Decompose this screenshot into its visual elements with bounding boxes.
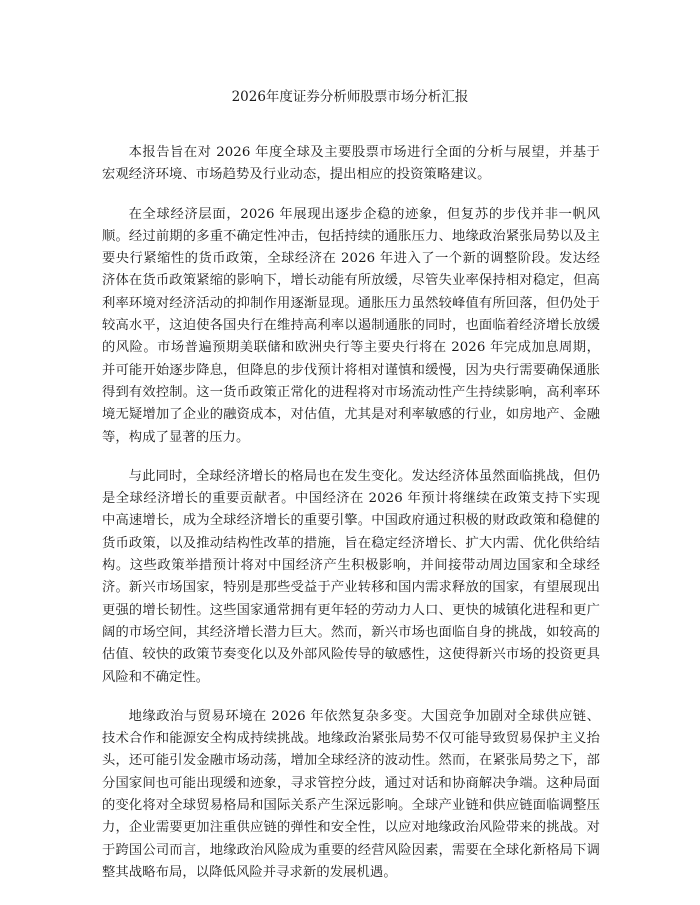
paragraph-intro: 本报告旨在对 2026 年度全球及主要股票市场进行全面的分析与展望，并基于宏观经济环境、市场趋势及行业动态，提出相应的投资策略建议。 [102,145,600,183]
paragraph-global-economy: 在全球经济层面，2026 年展现出逐步企稳的迹象，但复苏的步伐并非一帆风顺。经过前期的多重不确定性冲击，包括持续的通胀压力、地缘政治紧张局势以及主要央行紧缩性的货币政策，全球经济在 2026 年进入了一个新的调整阶段。发达经济体在货币政策紧缩的影响下，增长动能有所放缓，尽管失业率保持相对稳定，但高利率环境对经济活动的抑制作用逐渐显现。通胀压力虽然较峰值有所回落，但仍处于较高水平，这迫使各国央行在维持高利率以遏制通胀的同时，也面临着经济增长放缓的风险。市场普遍预期美联储和欧洲央行等主要央行将在 2026 年完成加息周期，并可能开始逐步降息，但降息的步伐预计将相对谨慎和缓慢，因为央行需要确保通胀得到有效控制。这一货币政策正常化的进程将对市场流动性产生持续影响，高利率环境无疑增加了企业的融资成本，对估值，尤其是对利率敏感的行业，如房地产、金融等，构成了显著的压力。 [102,206,600,445]
document-title: 2026年度证券分析师股票市场分析汇报 [231,89,469,105]
paragraph-geopolitics: 地缘政治与贸易环境在 2026 年依然复杂多变。大国竞争加剧对全球供应链、技术合作和能源安全构成持续挑战。地缘政治紧张局势不仅可能导致贸易保护主义抬头，还可能引发金融市场动荡，增加全球经济的波动性。然而，在紧张局势之下，部分国家间也可能出现缓和迹象，寻求管控分歧，通过对话和协商解决争端。这种局面的变化将对全球贸易格局和国际关系产生深远影响。全球产业链和供应链面临调整压力，企业需要更加注重供应链的弹性和安全性，以应对地缘政治风险带来的挑战。对于跨国公司而言，地缘政治风险成为重要的经营风险因素，需要在全球化新格局下调整其战略布局，以降低风险并寻求新的发展机遇。 [102,708,600,880]
paragraph-growth-pattern: 与此同时，全球经济增长的格局也在发生变化。发达经济体虽然面临挑战，但仍是全球经济增长的重要贡献者。中国经济在 2026 年预计将继续在政策支持下实现中高速增长，成为全球经济增长的重要引擎。中国政府通过积极的财政政策和稳健的货币政策，以及推动结构性改革的措施，旨在稳定经济增长、扩大内需、优化供给结构。这些政策举措预计将对中国经济产生积极影响，并间接带动周边国家和全球经济。新兴市场国家，特别是那些受益于产业转移和国内需求释放的国家，有望展现出更强的增长韧性。这些国家通常拥有更年轻的劳动力人口、更快的城镇化进程和更广阔的市场空间，其经济增长潜力巨大。然而，新兴市场也面临自身的挑战，如较高的估值、较快的政策节奏变化以及外部风险传导的敏感性，这使得新兴市场的投资更具风险和不确定性。 [102,468,600,685]
document-body [102,142,600,901]
